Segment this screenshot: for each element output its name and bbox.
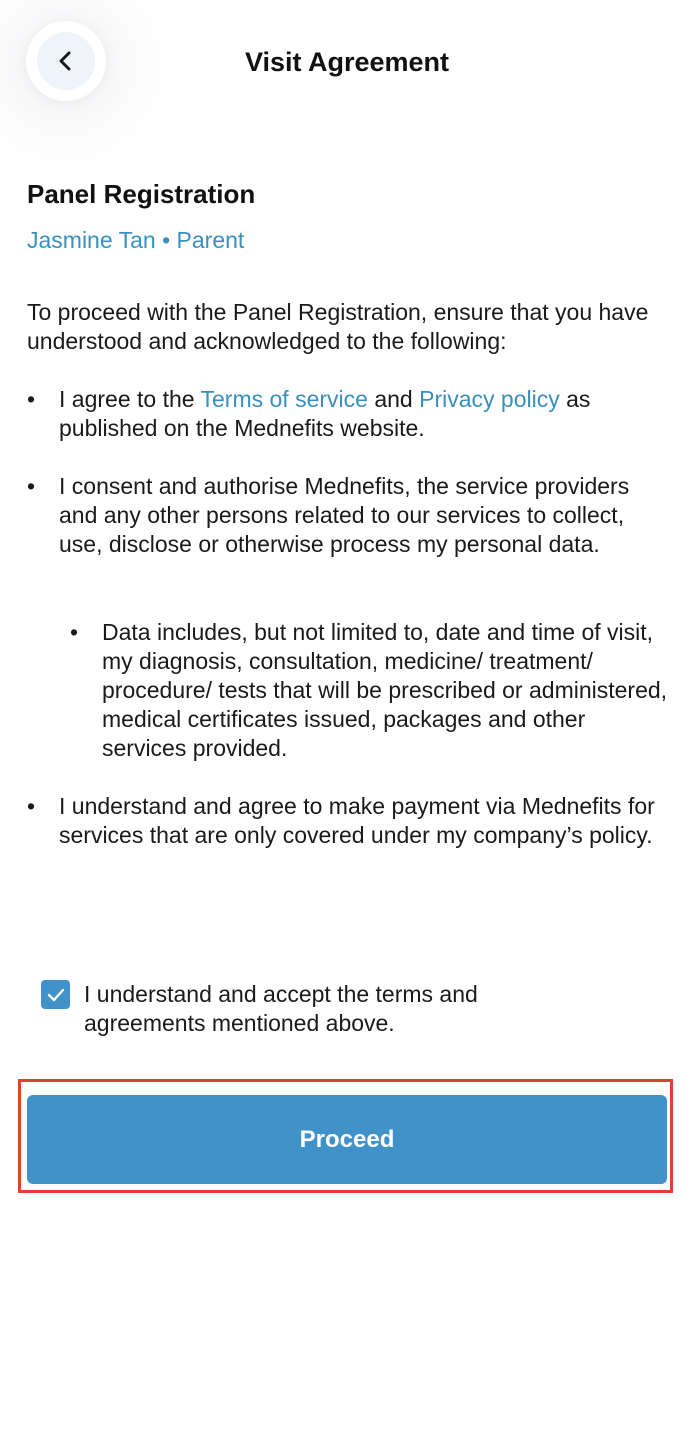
bullet-point: • xyxy=(27,473,36,499)
bullet-point: • xyxy=(70,619,79,645)
agreement-subitem-text: Data includes, but not limited to, date and time of visit, my diagnosis, consultation, medicine/ treatment/ procedure/ tests that will be prescribed or administered, medical certificates issued, packages and other services provided. xyxy=(102,619,668,761)
checkmark-icon xyxy=(47,988,65,1002)
agreement-item-text: I understand and agree to make payment via Mednefits for services that are only covered under my company’s policy. xyxy=(59,793,655,848)
agreement-item-text: I consent and authorise Mednefits, the service providers and any other persons related to our services to collect, use, disclose or otherwise process my personal data. xyxy=(59,473,630,557)
patient-separator: • xyxy=(162,227,171,253)
patient-relationship: Parent xyxy=(176,227,245,253)
terms-middle: and xyxy=(367,386,420,412)
terms-prefix: I agree to the xyxy=(59,386,201,412)
accept-terms-checkbox[interactable] xyxy=(41,980,70,1009)
terms-of-service-link[interactable]: Terms of service xyxy=(200,386,368,412)
terms-suffix: as published on the Mednefits website. xyxy=(59,386,591,441)
proceed-button[interactable]: Proceed xyxy=(27,1095,667,1184)
patient-name: Jasmine Tan xyxy=(27,227,156,253)
agreement-item-text xyxy=(59,385,669,443)
agreement-intro: To proceed with the Panel Registration, ensure that you have understood and acknowledged to the following: xyxy=(27,299,649,354)
accept-terms-label[interactable]: I understand and accept the terms and agreements mentioned above. xyxy=(84,981,478,1036)
bullet-point: • xyxy=(27,793,36,819)
privacy-policy-link[interactable]: Privacy policy xyxy=(419,386,560,412)
patient-info xyxy=(27,224,244,256)
bullet-point: • xyxy=(27,386,36,412)
registration-title: Panel Registration xyxy=(27,179,256,209)
page-title: Visit Agreement xyxy=(244,47,450,77)
